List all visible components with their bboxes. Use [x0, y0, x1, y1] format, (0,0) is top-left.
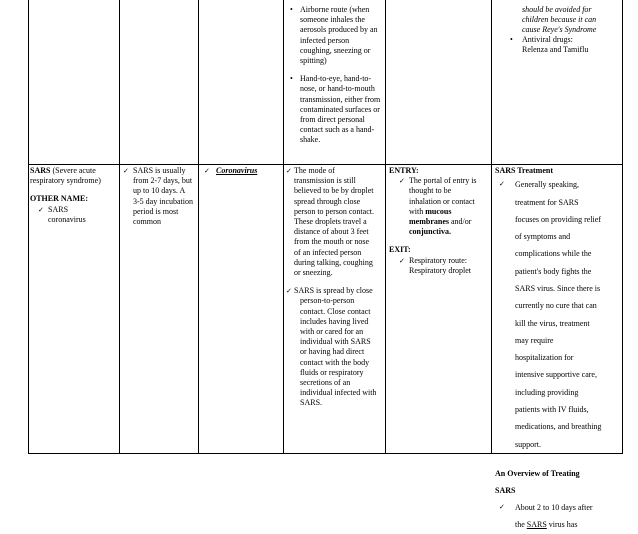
transmission-text: transmission is still [294, 176, 356, 186]
list-item-text: aerosols produced by an [300, 25, 378, 35]
treatment-text: support. [515, 439, 541, 449]
transmission-text: includes having lived [300, 316, 369, 326]
transmission-text: of an infected person [294, 247, 362, 257]
list-item-text: from direct personal [300, 115, 365, 125]
incubation-text: period is most [133, 206, 179, 216]
list-item-text: Relenza and Tamiflu [522, 45, 589, 55]
other-name: coronavirus [48, 214, 86, 224]
treatment-text: hospitalization for [515, 353, 574, 363]
antiviral-item [510, 35, 620, 55]
transmission-text: individual infected with [300, 388, 377, 398]
treatment-text: complications while the [515, 249, 592, 259]
treatment-text: the [515, 520, 527, 530]
checkmark-icon: ✓ [38, 205, 44, 214]
column-divider [491, 0, 492, 454]
transmission-text: or having had direct [300, 347, 365, 357]
transmission-cell [286, 166, 385, 409]
incubation-text: from 2-7 days, but [133, 176, 193, 186]
list-item-text: spitting) [300, 56, 327, 66]
entry-emphasis: mucous [425, 206, 452, 216]
treatment-text: Generally speaking, [515, 180, 579, 190]
treatment-text: cause Reye's Syndrome [522, 25, 597, 35]
agent-name: Coronavirus [216, 166, 258, 175]
checkmark-icon: ✓ [204, 167, 210, 175]
treatment-text: treatment for SARS [515, 197, 579, 207]
disease-cell [30, 166, 118, 225]
column-divider [385, 0, 386, 454]
list-item [290, 5, 385, 66]
transmission-text: from the mouth or nose [294, 237, 370, 247]
treatment-title: SARS Treatment [495, 166, 553, 175]
entry-text: with [409, 206, 426, 216]
bullet-icon: • [290, 74, 293, 84]
transmission-text: during talking, coughing [294, 257, 373, 267]
other-name: SARS [48, 204, 69, 214]
transmission-text: fluids or respiratory [300, 367, 364, 377]
treatment-text: currently no cure that can [515, 301, 597, 311]
list-item-text: shake. [300, 135, 321, 145]
transmission-text: believed to be by droplet [294, 186, 374, 196]
document-page [28, 0, 623, 530]
transmission-text: or sneezing. [294, 268, 333, 278]
treatment-text: should be avoided for [522, 5, 592, 14]
overview-heading: An Overview of Treating [495, 468, 580, 478]
checkmark-icon: ✓ [499, 180, 505, 189]
checkmark-icon: ✓ [399, 177, 405, 186]
table-border-right [622, 0, 623, 454]
overview-heading: SARS [495, 485, 516, 495]
treatment-text: virus has [546, 520, 578, 530]
checkmark-icon: ✓ [399, 256, 405, 265]
incubation-text: up to 10 days. A [133, 186, 186, 196]
treatment-text: About 2 to 10 days after [515, 502, 593, 512]
transmission-text: secretions of an [300, 378, 351, 388]
list-item-text: Airborne route (when [300, 5, 370, 14]
transmission-text: The mode of [294, 166, 335, 175]
transmission-text: distance of about 3 feet [294, 227, 369, 237]
treatment-text: intensive supportive care, [515, 370, 597, 380]
continued-treatment-cell [522, 5, 622, 36]
entry-text: and/or [449, 217, 472, 227]
treatment-text: kill the virus, treatment [515, 318, 590, 328]
treatment-text: may require [515, 335, 554, 345]
bullet-icon: • [290, 5, 293, 14]
treatment-text: including providing [515, 387, 579, 397]
checkmark-icon: ✓ [286, 167, 292, 175]
transmission-text: with or cared for an [300, 327, 364, 337]
list-item-text: Hand-to-eye, hand-to- [300, 74, 372, 84]
incubation-text: SARS is usually [133, 166, 186, 175]
entry-emphasis: conjunctiva. [409, 227, 451, 237]
sars-link[interactable]: SARS [526, 520, 547, 530]
bullet-icon: • [510, 35, 513, 44]
checkmark-icon: ✓ [499, 502, 505, 511]
transmission-text: SARS is spread by close [294, 286, 373, 296]
treatment-text: patient's body fights the [515, 266, 592, 276]
treatment-text: medications, and breathing [515, 422, 602, 432]
entry-label: ENTRY: [389, 166, 419, 175]
disease-description: respiratory syndrome) [30, 176, 101, 186]
list-item-text: contact such as a hand- [300, 125, 375, 135]
transmission-text: SARS. [300, 398, 323, 408]
incubation-cell [123, 166, 198, 227]
entry-emphasis: membranes [409, 217, 449, 227]
transmission-text: individual with SARS [300, 337, 371, 347]
other-name-label: OTHER NAME: [30, 194, 88, 204]
list-item-text: nose, or hand-to-mouth [300, 84, 375, 94]
continued-transmission-cell [290, 5, 385, 146]
treatment-text: focuses on providing relief [515, 214, 601, 224]
table-border-left [28, 0, 29, 454]
treatment-text: of symptoms and [515, 232, 571, 242]
treatment-text: SARS virus. Since there is [515, 283, 601, 293]
entry-text: The portal of entry is [409, 176, 477, 186]
exit-text: Respiratory route: [409, 255, 467, 265]
exit-label: EXIT: [389, 245, 411, 255]
incubation-text: 3-5 day incubation [133, 196, 193, 206]
agent-cell [204, 166, 283, 176]
disease-description: (Severe acute [50, 166, 96, 175]
transmission-text: person to person contact. [294, 206, 374, 216]
treatment-text: patients with IV fluids, [515, 405, 589, 415]
row-divider [28, 164, 623, 165]
treatment-cell [495, 166, 622, 534]
list-item-text: infected person [300, 35, 350, 45]
list-item-text: coughing, sneezing or [300, 45, 371, 55]
column-divider [283, 0, 284, 454]
disease-name: SARS [30, 166, 51, 175]
transmission-text: contact. Close contact [300, 306, 371, 316]
list-item [290, 74, 385, 145]
list-item-text: someone inhales the [300, 15, 365, 25]
entry-text: inhalation or contact [409, 196, 475, 206]
transmission-text: contact with the body [300, 357, 370, 367]
transmission-text: spread through close [294, 196, 361, 206]
entry-text: thought to be [409, 186, 452, 196]
list-item-text: Antiviral drugs: [522, 35, 573, 44]
transmission-text: person-to-person [300, 296, 355, 306]
entry-exit-cell [389, 166, 489, 276]
transmission-text: These droplets travel a [294, 217, 367, 227]
checkmark-icon: ✓ [286, 287, 292, 296]
list-item-text: transmission, either from [300, 94, 381, 104]
checkmark-icon: ✓ [123, 167, 129, 175]
list-item-text: contaminated surfaces or [300, 104, 380, 114]
exit-text: Respiratory droplet [409, 265, 471, 275]
column-divider [119, 0, 120, 454]
incubation-text: common [133, 217, 161, 227]
column-divider [198, 0, 199, 454]
treatment-text: children because it can [522, 15, 597, 25]
